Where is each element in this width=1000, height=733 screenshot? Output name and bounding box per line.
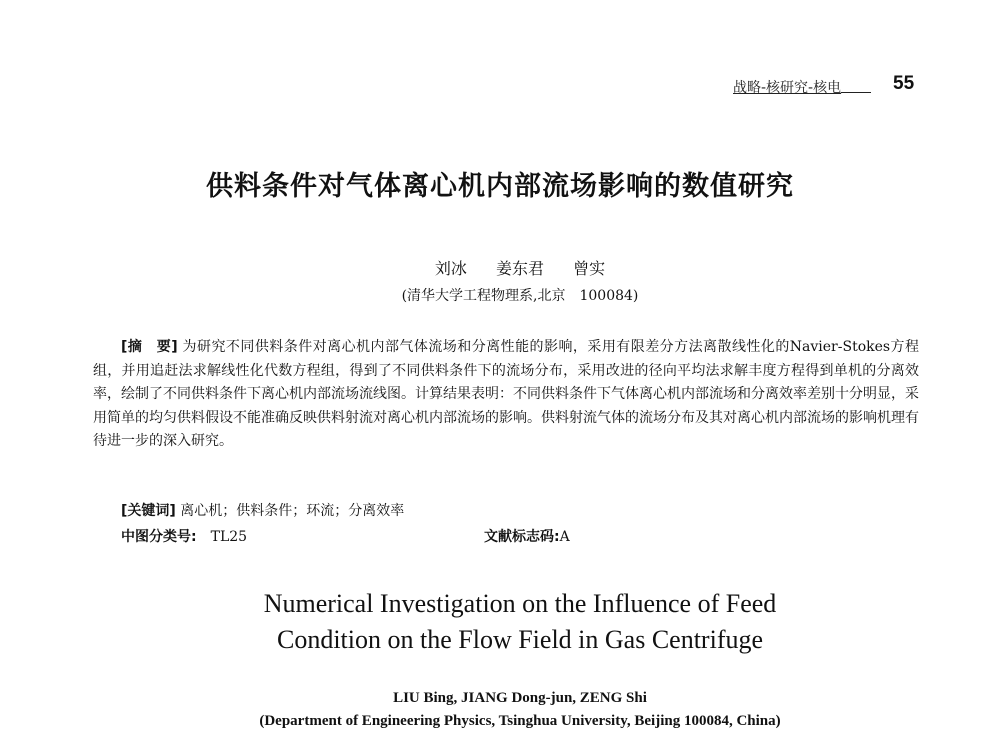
chinese-title: 供料条件对气体离心机内部流场影响的数值研究 [206, 171, 794, 202]
english-title-line-1: Numerical Investigation on the Influence of Feed [263, 589, 777, 618]
keywords-text: 离心机；供料条件；环流；分离效率 [175, 503, 405, 519]
classification-label: 中图分类号: [121, 529, 197, 545]
english-authors: LIU Bing, JIANG Dong-jun, ZENG Shi [393, 690, 647, 706]
author-3: 曾实 [573, 259, 606, 278]
author-1: 刘冰 [434, 259, 467, 278]
chinese-abstract [93, 336, 919, 454]
abstract-text: 为研究不同供料条件对离心机内部气体流场和分离性能的影响，采用有限差分方法离散线性化的Navier-Stokes方程组，并用追赶法求解线性化代数方程组，得到了不同供料条件下的流场分布，采用改进的径向平均法求解丰度方程得到单机的分离效率，绘制了不同供料条件下离心机内部流场流线图。计算结果表明：不同供料条件下气体离心机内部流场和分离效率差别十分明显，采用简单的均匀供料假设不能准确反映供料射流对离心机内部流场的影响。供料射流气体的流场分布及其对离心机内部流场的影响机理有待进一步的深入研究。 [93, 339, 919, 449]
header-rule [841, 92, 871, 93]
english-title-line-2: Condition on the Flow Field in Gas Centrifuge [276, 625, 764, 654]
doc-code-label: 文献标志码: [484, 529, 560, 545]
chinese-affiliation: (清华大学工程物理系,北京 100084) [401, 288, 639, 304]
keywords-label: [关键词] [121, 503, 176, 519]
classification-value: TL25 [196, 529, 248, 545]
author-2: 姜东君 [495, 259, 544, 278]
page-number: 55 [893, 73, 915, 94]
classification-number [121, 526, 247, 546]
running-header [733, 77, 871, 97]
abstract-label: [摘 要] [121, 339, 178, 355]
chinese-keywords [121, 500, 404, 520]
running-header-section: 战略-核研究-核电 [733, 80, 842, 96]
english-affiliation: (Department of Engineering Physics, Tsinghua University, Beijing 100084, China) [259, 713, 781, 729]
chinese-authors [0, 256, 1000, 279]
english-title [0, 586, 1000, 658]
document-code [484, 526, 570, 546]
doc-code-value: A [559, 529, 570, 545]
